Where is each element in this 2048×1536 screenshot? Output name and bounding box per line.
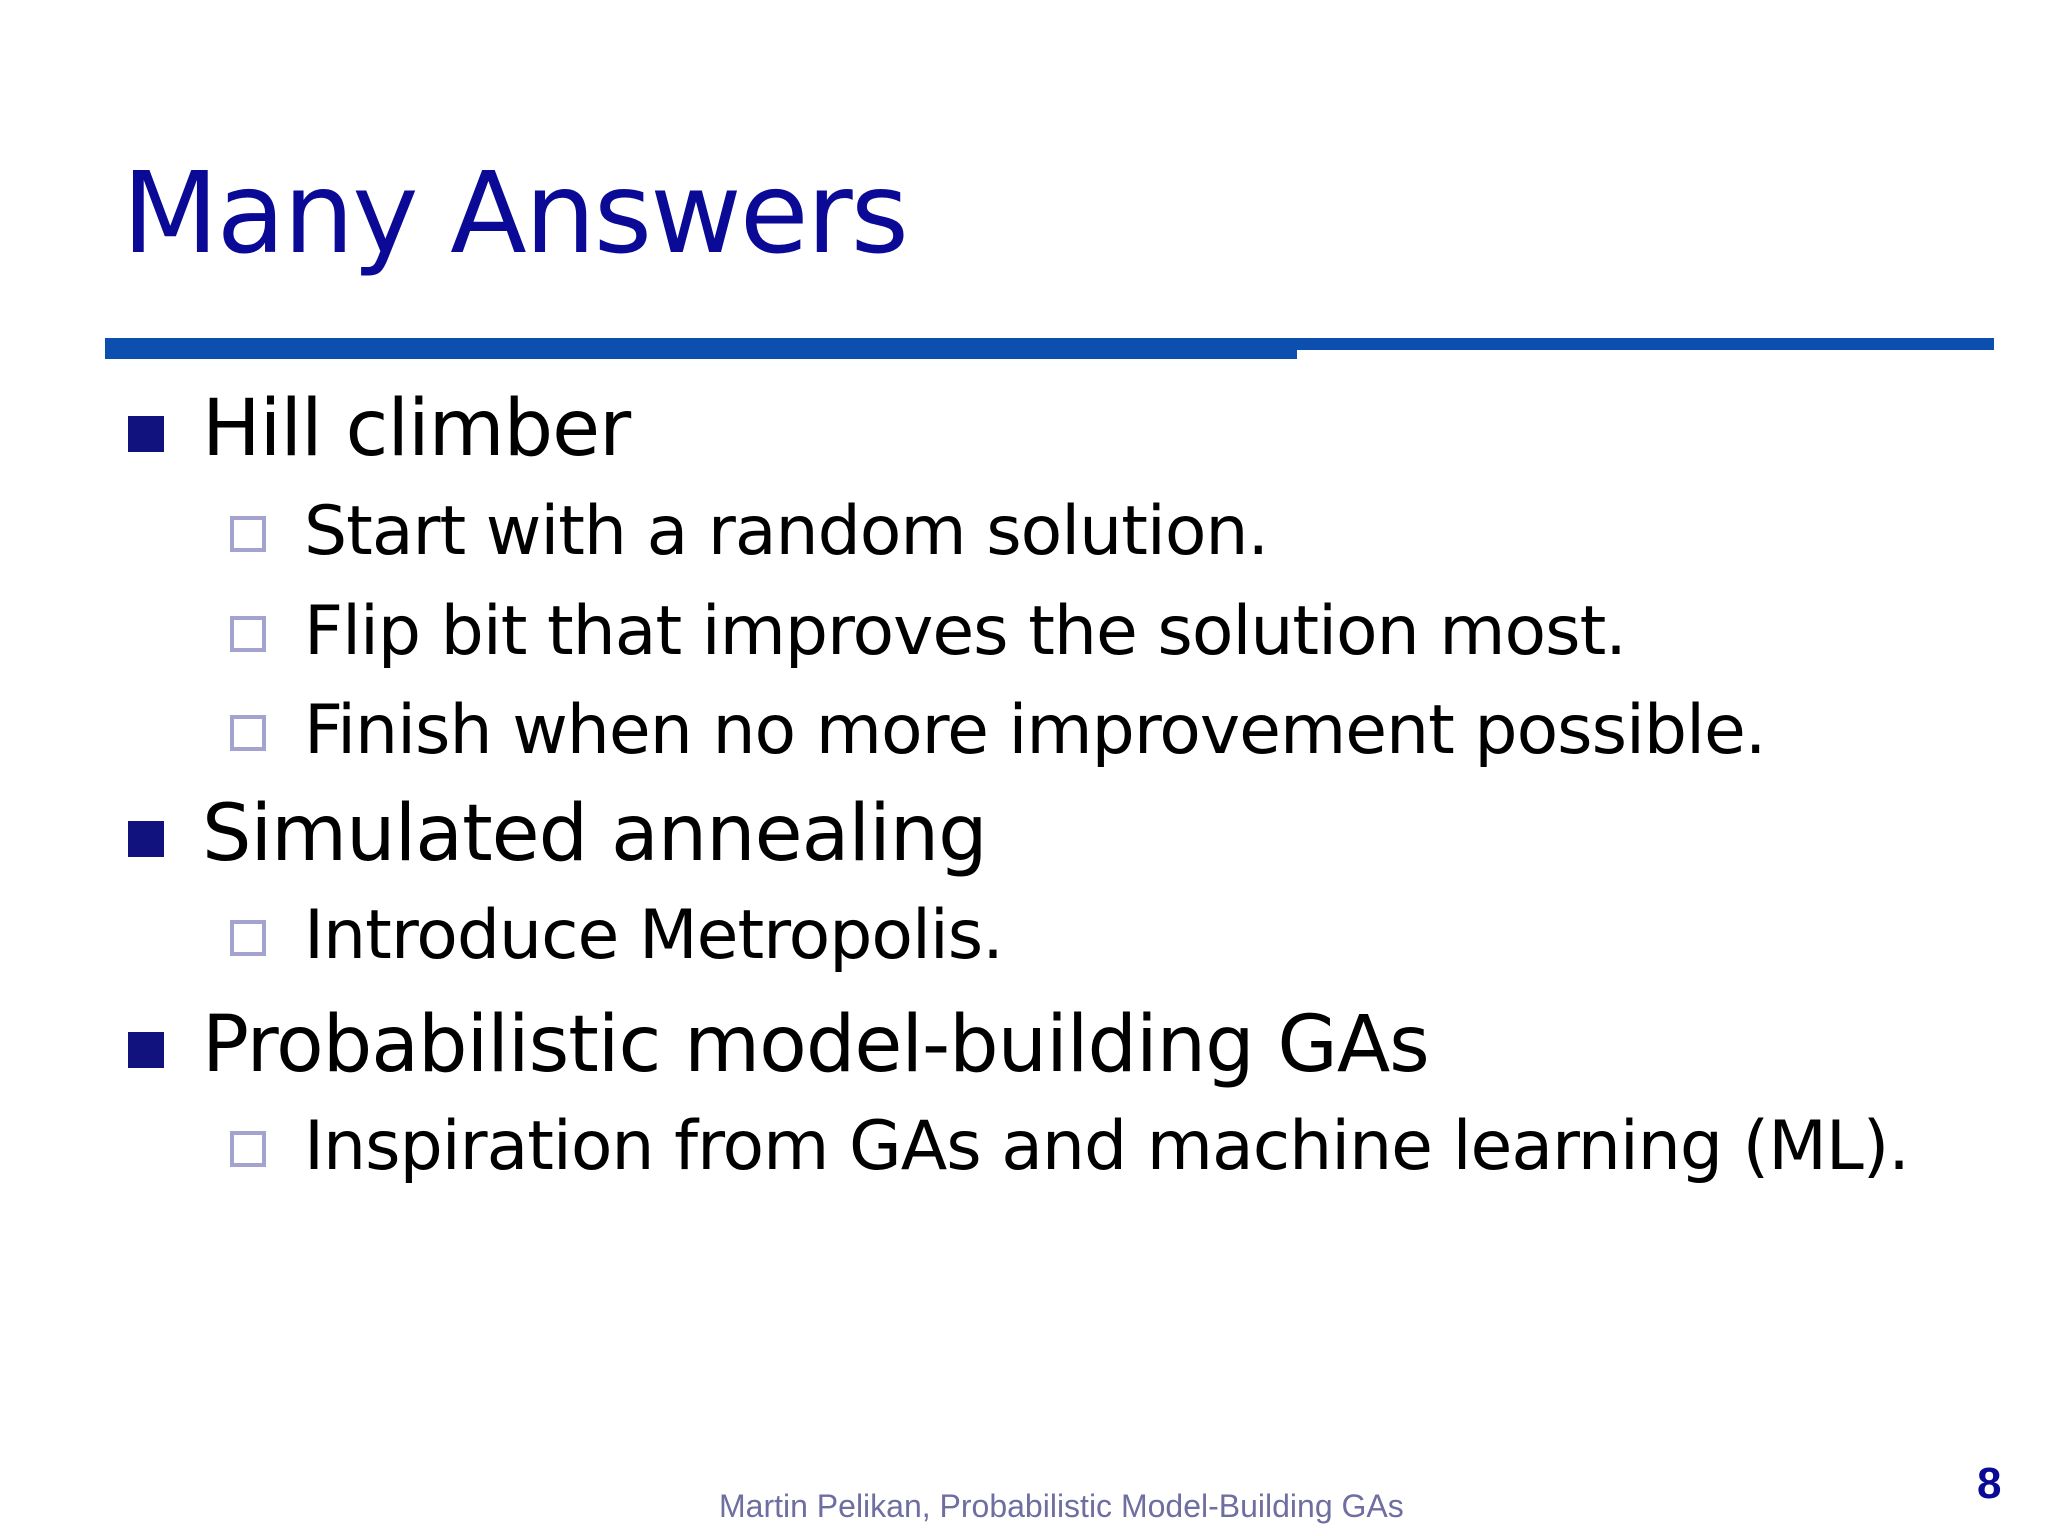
sub-bullet-text: Start with a random solution. <box>304 492 1269 571</box>
sub-bullet-text: Finish when no more improvement possible. <box>304 691 1766 770</box>
hollow-square-bullet-icon <box>230 516 266 552</box>
square-bullet-icon <box>128 821 164 857</box>
square-bullet-icon <box>128 416 164 452</box>
slide-footer: Martin Pelikan, Probabilistic Model-Building GAs <box>719 1488 1404 1524</box>
bullet-text: Hill climber <box>202 384 631 474</box>
title-underline-accent <box>105 338 1297 359</box>
sub-bullet-text: Introduce Metropolis. <box>304 896 1003 975</box>
sub-bullet-text: Inspiration from GAs and machine learning (ML). <box>304 1107 1909 1186</box>
hollow-square-bullet-icon <box>230 920 266 956</box>
page-number: 8 <box>1977 1459 2002 1508</box>
square-bullet-icon <box>128 1032 164 1068</box>
hollow-square-bullet-icon <box>230 715 266 751</box>
bullet-text: Probabilistic model-building GAs <box>202 1000 1429 1090</box>
sub-bullet-text: Flip bit that improves the solution most. <box>304 592 1626 671</box>
bullet-text: Simulated annealing <box>202 789 987 879</box>
hollow-square-bullet-icon <box>230 1131 266 1167</box>
hollow-square-bullet-icon <box>230 616 266 652</box>
slide-title: Many Answers <box>122 149 907 279</box>
